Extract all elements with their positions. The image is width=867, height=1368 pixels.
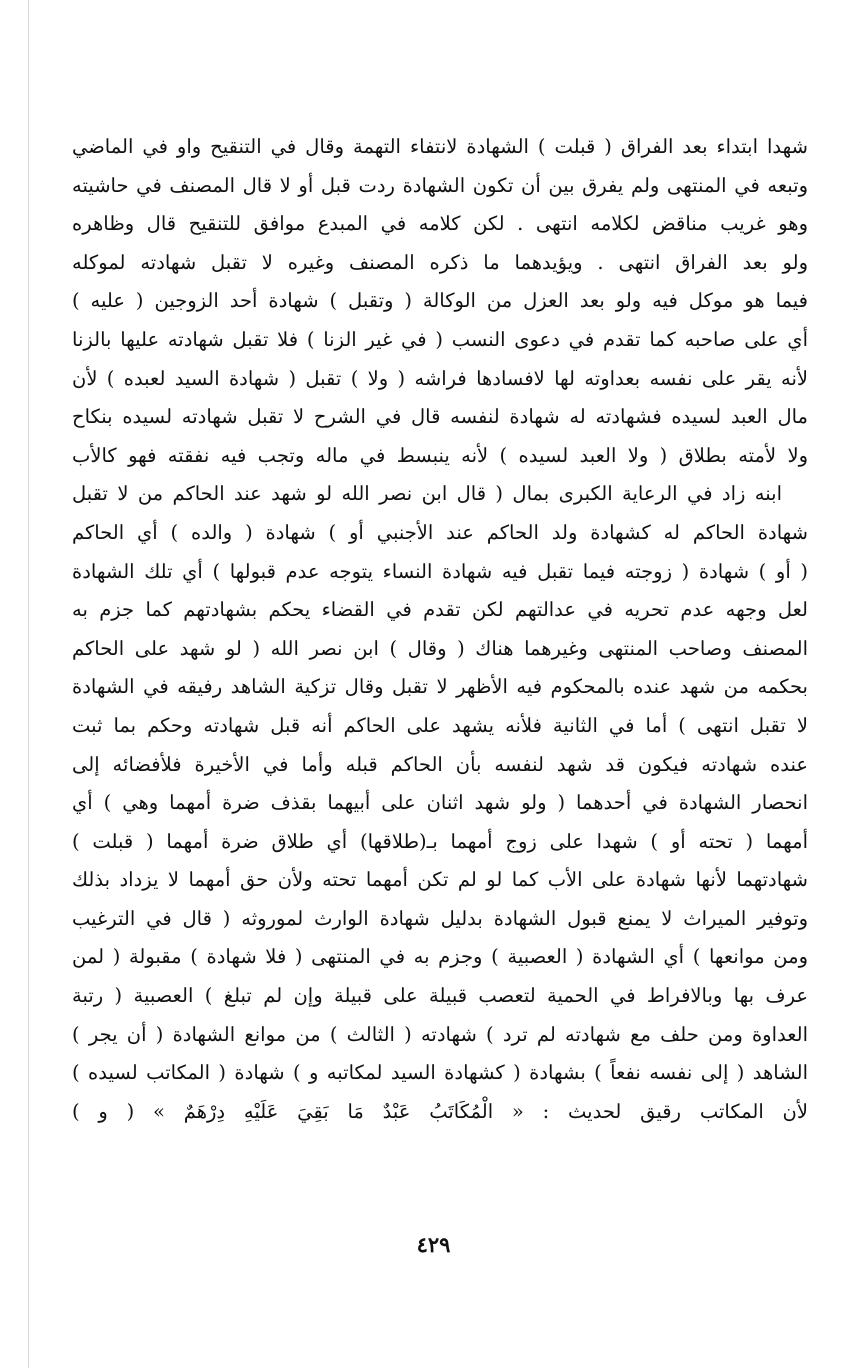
text-line: مال العبد لسيده فشهادته له شهادة لنفسه قال في الشرح لا تقبل شهادته لسيده بنكاح [72, 405, 808, 429]
text-line: ولو بعد الفراق انتهى . ويؤيدهما ما ذكره المصنف وغيره لا تقبل شهادته لموكله [72, 250, 808, 274]
text-line: لأنه يقر على نفسه بعداوته لها لافسادها فراشه ( ولا ) تقبل ( شهادة السيد لعبده ) لأن [72, 366, 808, 390]
text-line: شهادة الحاكم له كشهادة ولد الحاكم عند الأجنبي أو ) شهادة ( والده ) أي الحاكم [72, 520, 808, 544]
text-line: وتوفير الميراث لا يمنع قبول الشهادة بدليل شهادة الوارث لموروثه ( قال في الترغيب [72, 906, 808, 930]
paragraph-start-line: ابنه زاد في الرعاية الكبرى بمال ( قال ابن نصر الله لو شهد عند الحاكم من لا تقبل [72, 482, 782, 506]
text-line: شهدا ابتداء بعد الفراق ( قبلت ) الشهادة لانتفاء التهمة وقال في التنقيح واو في الماضي [72, 135, 808, 158]
text-line: بحكمه من شهد عنده بالمحكوم فيه الأظهر لا تقبل وقال تزكية الشاهد رفيقه في الشهادة [72, 675, 808, 699]
text-line: فيما هو موكل فيه ولو بعد العزل من الوكالة ( وتقبل ) شهادة أحد الزوجين ( عليه ) [72, 289, 808, 313]
text-line: أي على صاحبه كما تقدم في دعوى النسب ( في غير الزنا ) فلا تقبل شهادته عليها بالزنا [72, 327, 808, 351]
text-line: انحصار الشهادة في أحدهما ( ولو شهد اثنان على أبيهما بقذف ضرة أمهما وهي ) أي [72, 791, 808, 815]
text-line: عرف بها وبالافراط في الحمية لتعصب قبيلة على قبيلة وإن لم تبلغ ) العصبية ( رتبة [72, 984, 808, 1008]
text-line: عنده شهادته فيكون قد شهد لنفسه بأن الحاكم قبله وأما في الأخيرة فلأفضائه إلى [72, 752, 808, 776]
text-line: ومن موانعها ) أي الشهادة ( العصبية ) وجزم به في المنتهى ( فلا شهادة ) مقبولة ( لمن [72, 945, 808, 969]
text-line: لا تقبل انتهى ) أما في الثانية فلأنه يشهد على الحاكم أنه قبل شهادته وحكم بما ثبت [72, 713, 808, 737]
text-line: العداوة ومن حلف مع شهادته لم ترد ) شهادته ( الثالث ) من موانع الشهادة ( أن يجر ) [72, 1022, 808, 1046]
text-line: لعل وجهه عدم تحريه في عدالتهم لكن تقدم في القضاء يحكم بشهادتهم كما جزم به [72, 598, 808, 622]
text-line: وهو غريب مناقض لكلامه انتهى . لكن كلامه في المبدع موافق للتنقيح قال وظاهره [72, 212, 808, 236]
text-line: ولا لأمته بطلاق ( ولا العبد لسيده ) لأنه ينبسط في ماله وتجب فيه نفقته فهو كالأب [72, 443, 808, 467]
text-line: أمهما ( تحته أو ) شهدا على زوج أمهما بـ(طلاقها) أي طلاق ضرة أمهما ( قبلت ) [72, 829, 808, 853]
body-text [72, 128, 808, 1131]
text-line: شهادتهما لأنها شهادة على الأب كما لو لم تكن أمهما تحته ولأن حق أمهما لا يزداد بذلك [72, 868, 808, 892]
text-line: المصنف وصاحب المنتهى وغيرهما هناك ( وقال ) ابن نصر الله ( لو شهد على الحاكم [72, 636, 808, 660]
text-line: لأن المكاتب رقيق لحديث : « الْمُكَاتَبُ عَبْدٌ مَا بَقِيَ عَلَيْهِ دِرْهَمٌ » ( و ) [72, 1099, 808, 1123]
text-line: وتبعه في المنتهى ولم يفرق بين أن تكون الشهادة ردت قبل أو لا قال المصنف في حاشيته [72, 173, 808, 197]
page-edge-line [28, 0, 29, 1368]
text-line: الشاهد ( إلى نفسه نفعاً ) بشهادة ( كشهادة السيد لمكاتبه و ) شهادة ( المكاتب لسيده ) [72, 1061, 808, 1085]
text-line: ( أو ) شهادة ( زوجته فيما تقبل فيه شهادة النساء يتوجه عدم قبولها ) أي تلك الشهادة [72, 559, 808, 583]
page-number: ٤٢٩ [416, 1232, 451, 1257]
